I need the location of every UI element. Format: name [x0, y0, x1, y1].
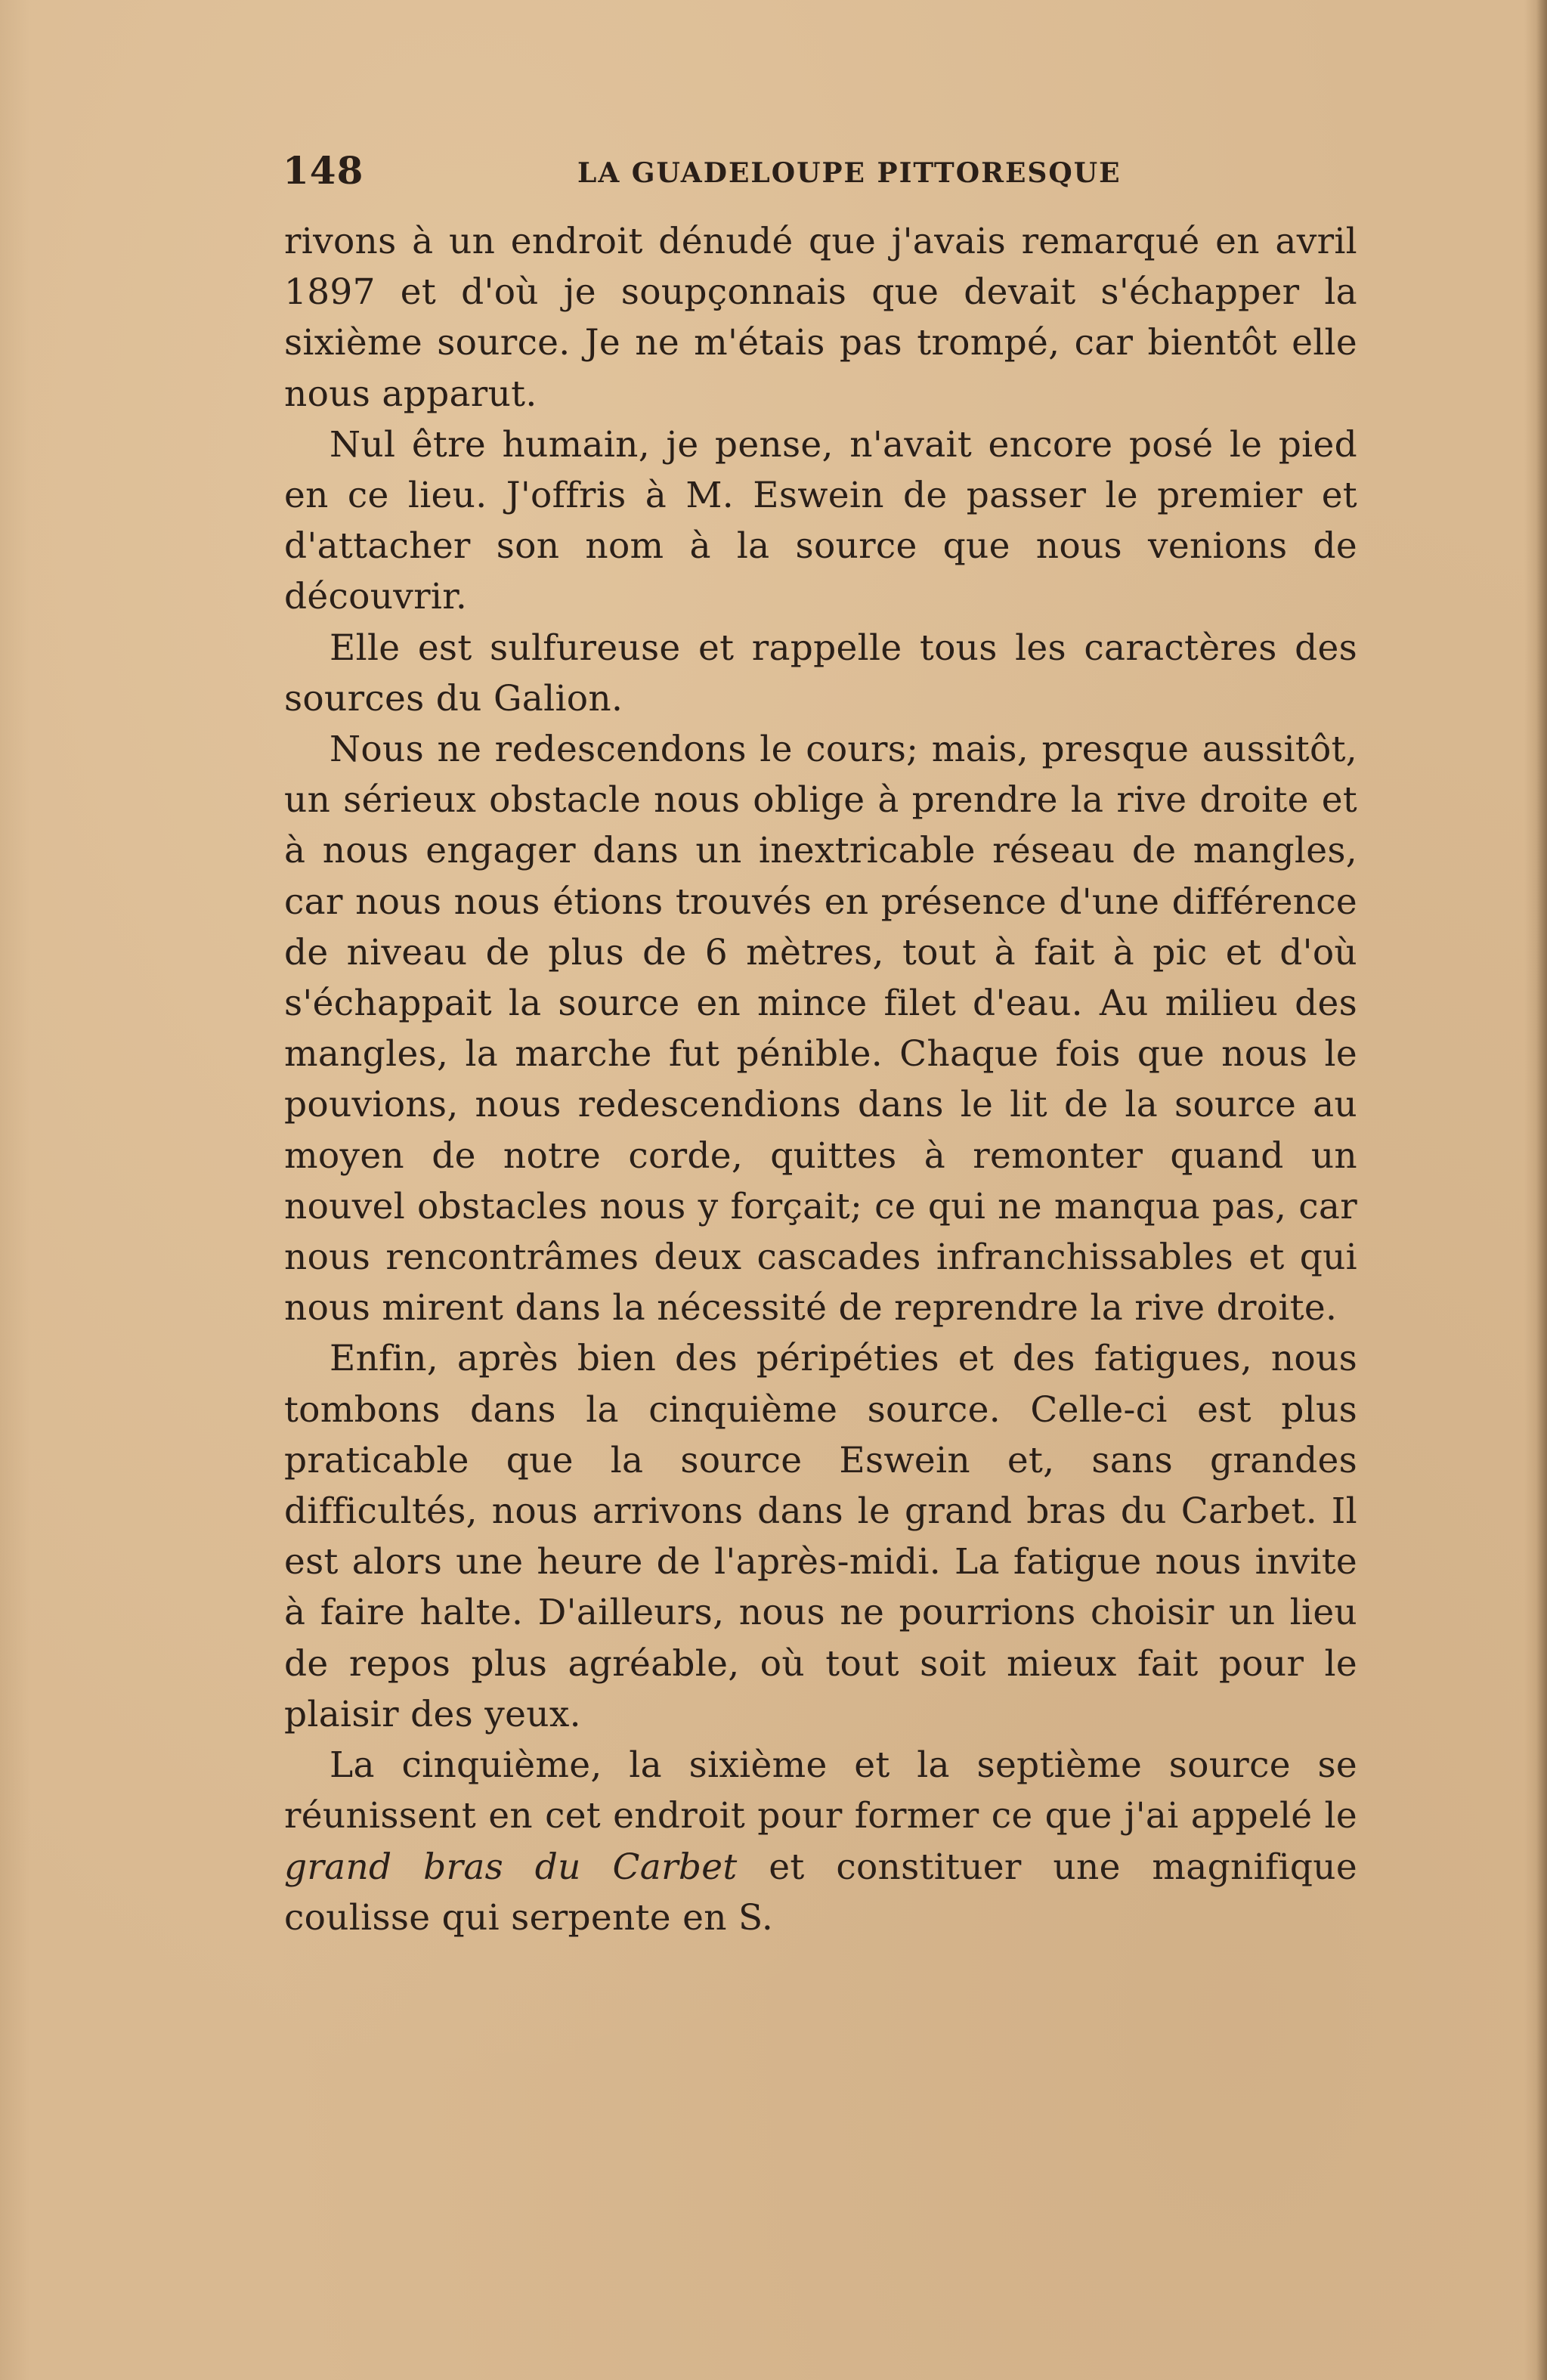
paragraph: Enfin, après bien des péripéties et des fatigues, nous tombons dans la cinquième source. Celle-ci est plus praticable que la source Eswein et, sans grandes difficultés, nous arrivons dans le grand bras du Carbet. Il est alors une heure de l'après-midi. La fatigue nous invite à faire halte. D'ailleurs, nous ne pourrions choisir un lieu de repos plus agréable, où tout soit mieux fait pour le plaisir des yeux.: [284, 1338, 1357, 1735]
body-text: [284, 216, 1357, 1943]
paragraph: Nul être humain, je pense, n'avait encore posé le pied en ce lieu. J'offris à M. Eswein de passer le premier et d'attacher son nom à la source que nous venions de découvrir.: [284, 423, 1357, 618]
paragraph: Nous ne redescendons le cours; mais, presque aussitôt, un sérieux obstacle nous oblige à prendre la rive droite et à nous engager dans un inextricable réseau de mangles, car nous nous étions trouvés en présence d'une différence de niveau de plus de 6 mètres, tout à fait à pic et d'où s'échappait la source en mince filet d'eau. Au milieu des mangles, la marche fut pénible. Chaque fois que nous le pouvions, nous redescendions dans le lit de la source au moyen de notre corde, quittes à remonter quand un nouvel obstacles nous y forçait; ce qui ne manqua pas, car nous rencontrâmes deux cascades infranchissables et qui nous mirent dans la nécessité de reprendre la rive droite.: [284, 729, 1357, 1329]
paragraph-text: et constituer une magnifique coulisse qui serpente en S.: [284, 1846, 1357, 1939]
running-title: LA GUADELOUPE PITTORESQUE: [577, 157, 1122, 189]
paragraph-last: [284, 1740, 1357, 1943]
paragraph: Elle est sulfureuse et rappelle tous les caractères des sources du Galion.: [284, 627, 1357, 720]
paragraph-continuation: rivons à un endroit dénudé que j'avais remarqué en avril 1897 et d'où je soupçonnais que devait s'échapper la sixième source. Je ne m'étais pas trompé, car bientôt elle nous apparut.: [284, 221, 1357, 415]
page-number: 148: [283, 148, 364, 193]
page-edge-shadow: [1536, 0, 1547, 2380]
paragraph-text: La cinquième, la sixième et la septième source se réunissent en cet endroit pour former ce que j'ai appelé le: [284, 1744, 1357, 1837]
italic-place-name: grand bras du Carbet: [284, 1846, 738, 1888]
running-head: [283, 148, 1360, 193]
